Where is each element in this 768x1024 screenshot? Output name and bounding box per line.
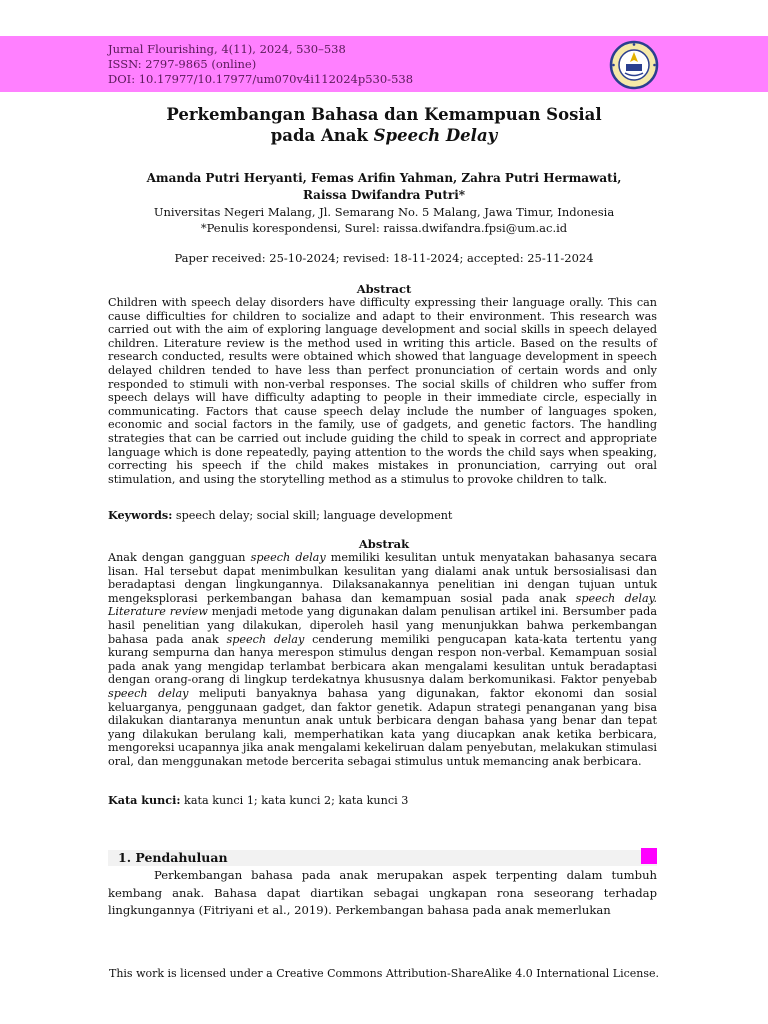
article-title-line2	[108, 125, 660, 146]
journal-issn: ISSN: 2797-9865 (online)	[108, 57, 257, 71]
abstract-text: Children with speech delay disorders have difficulty expressing their language orally. This can cause difficulties for children to socialize and adapt to their environment. This research was carried out with the aim of exploring language development and social skills in speech delayed children. Literature review is the method used in writing this article. Based on the results of research conducted, results were obtained which showed that language development in speech delayed children tended to have less than perfect pronunciation of certain words and only responded to stimuli with non-verbal responses. The social skills of children who suffer from speech delays will have difficulty adapting to people in their immediate circle, especially in communicating. Factors that cause speech delay include the number of languages spoken, economic and social factors in the family, use of gadgets, and genetic factors. The handling strategies that can be carried out include guiding the child to speak in correct and appropriate language which is done repeatedly, paying attention to the words the child says when speaking, correcting his speech if the child makes mistakes in pronunciation, carrying out oral stimulation, and using the storytelling method as a stimulus to provoke children to talk.	[108, 296, 657, 486]
corresponding-author: *Penulis korespondensi, Surel: raissa.dwifandra.fpsi@um.ac.id	[200, 221, 568, 235]
article-title-prefix: pada Anak	[270, 126, 374, 145]
keywords-values: speech delay; social skill; language development	[172, 509, 453, 522]
keywords-label: Keywords:	[108, 508, 173, 522]
abstrak-seg5: menjadi metode yang digunakan dalam penulisan artikel ini. Bersumber pada hasil penelitian yang dilakukan, diperoleh hasil yang menunjukkan bahwa perkembangan bahasa pada anak	[108, 605, 657, 646]
paper-dates: Paper received: 25-10-2024; revised: 18-11-2024; accepted: 25-11-2024	[174, 251, 594, 265]
author-list	[108, 170, 660, 204]
article-title-italic: Speech Delay	[373, 126, 498, 145]
author-line2: Raissa Dwifandra Putri*	[302, 188, 466, 202]
article-title	[108, 104, 660, 146]
article-title-line1: Perkembangan Bahasa dan Kemampuan Sosial	[166, 105, 602, 124]
intro-paragraph: Perkembangan bahasa pada anak merupakan aspek terpenting dalam tumbuh kembang anak. Bahasa dapat diartikan sebagai ungkapan rona seseorang terhadap lingkungannya (Fitriyani et al., 2019). Perkembangan bahasa pada anak memerlukan	[108, 868, 657, 917]
author-line1: Amanda Putri Heryanti, Femas Arifin Yahman, Zahra Putri Hermawati,	[146, 171, 622, 185]
affiliation-institution: Universitas Negeri Malang, Jl. Semarang No. 5 Malang, Jawa Timur, Indonesia	[153, 205, 615, 219]
keywords	[108, 508, 660, 523]
journal-citation: Jurnal Flourishing, 4(11), 2024, 530–538	[108, 42, 346, 56]
abstrak-seg3: memiliki kesulitan untuk menyatakan bahasanya secara lisan. Hal tersebut dapat menimbulkan kesulitan yang dialami anak untuk bersosialisasi dan beradaptasi dengan lingkungannya. Dilaksanakannya penelitian ini dengan tujuan untuk mengeksplorasi perkembangan bahasa dan kemampuan sosial pada anak	[108, 551, 657, 605]
section-heading-pendahuluan: 1. Pendahuluan	[118, 850, 228, 865]
kata-kunci-label: Kata kunci:	[108, 793, 181, 807]
journal-doi: DOI: 10.17977/10.17977/um070v4i112024p530-538	[108, 72, 414, 86]
license-footer: This work is licensed under a Creative Commons Attribution-ShareAlike 4.0 International License.	[108, 967, 660, 980]
abstract-heading: Abstract	[356, 282, 412, 296]
abstrak-seg9: meliputi banyaknya bahasa yang digunakan, faktor ekonomi dan sosial keluarganya, penggunaan gadget, dan faktor genetik. Adapun strategi penanganan yang bisa dilakukan diantaranya menuntun anak untuk berbicara dengan bahasa yang benar dan tepat yang dilakukan berulang kali, memperhatikan kata yang diucapkan anak ketika berbicara, mengoreksi ucapannya jika anak mengalami kekeliruan dalam penyebutan, melakukan stimulasi oral, dan menggunakan metode bercerita sebagai stimulus untuk memancing anak berbicara.	[108, 686, 657, 768]
abstrak-seg8: speech delay	[108, 686, 189, 700]
abstrak-seg2: speech delay	[250, 551, 326, 564]
section-marker	[641, 848, 657, 864]
abstrak-heading: Abstrak	[358, 537, 410, 551]
affiliation	[108, 204, 660, 236]
abstrak-seg1: Anak dengan gangguan	[108, 551, 251, 564]
journal-info	[108, 42, 413, 87]
abstrak-text	[108, 551, 657, 769]
abstrak-seg6: speech delay	[226, 632, 305, 646]
abstrak-seg7: cenderung memiliki pengucapan kata-kata tertentu yang kurang sempurna dan hanya merespon stimulus dengan respon non-verbal. Kemampuan sosial pada anak yang mengidap terlambat berbicara akan mengalami kesulitan untuk beradaptasi dengan orang-orang di lingkup terdekatnya khususnya dalam berkomunikasi. Faktor penyebab	[108, 632, 657, 687]
kata-kunci	[108, 793, 660, 808]
kata-kunci-values: kata kunci 1; kata kunci 2; kata kunci 3	[180, 794, 409, 807]
university-seal-icon	[609, 40, 659, 90]
abstrak-seg4: speech delay. Literature review	[108, 591, 657, 619]
